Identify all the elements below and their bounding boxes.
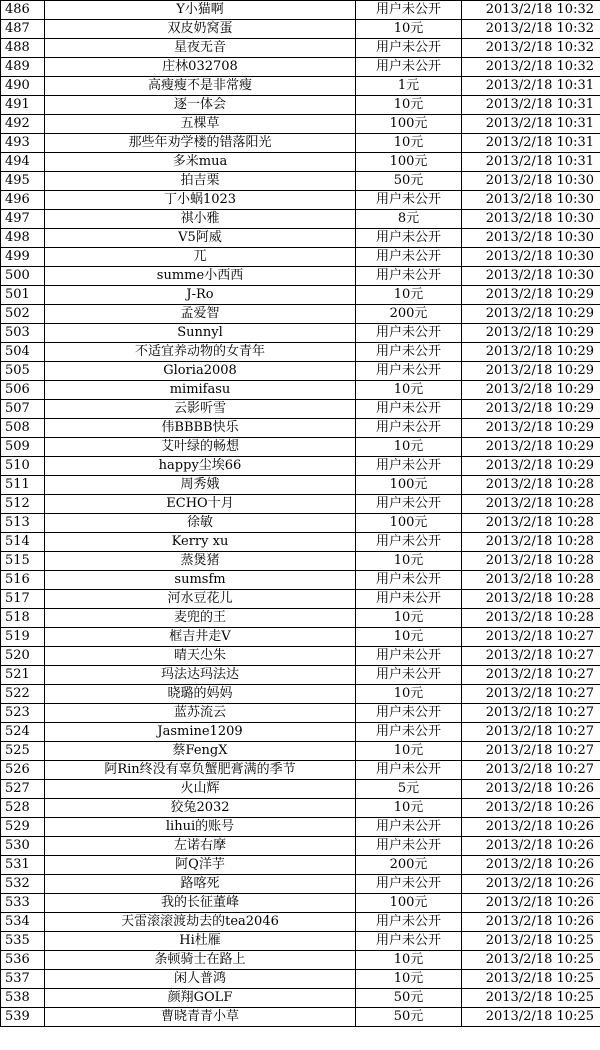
table-row [1,628,600,647]
donor-name: Kerry xu [45,533,356,552]
donor-name: 晓璐的妈妈 [45,685,356,704]
donation-amount: 用户未公开 [356,495,462,514]
donation-time: 2013/2/18 10:27 [462,723,600,742]
row-number: 500 [1,267,45,286]
donation-amount: 用户未公开 [356,39,462,58]
table-row [1,58,600,77]
donation-amount: 用户未公开 [356,647,462,666]
donor-name: J-Ro [45,286,356,305]
donor-name: 祺小雅 [45,210,356,229]
donation-amount: 5元 [356,780,462,799]
donation-time: 2013/2/18 10:30 [462,267,600,286]
row-number: 510 [1,457,45,476]
donor-name: 庄林032708 [45,58,356,77]
donation-time: 2013/2/18 10:28 [462,609,600,628]
donation-time: 2013/2/18 10:25 [462,932,600,951]
table-row [1,951,600,970]
donation-amount: 10元 [356,96,462,115]
row-number: 503 [1,324,45,343]
donation-time: 2013/2/18 10:32 [462,20,600,39]
row-number: 491 [1,96,45,115]
table-row [1,875,600,894]
donation-time: 2013/2/18 10:29 [462,343,600,362]
table-row [1,894,600,913]
donation-amount: 用户未公开 [356,837,462,856]
table-row [1,970,600,989]
donation-amount: 1元 [356,77,462,96]
donor-name: 云影听雪 [45,400,356,419]
donation-amount: 50元 [356,989,462,1008]
row-number: 516 [1,571,45,590]
donation-time: 2013/2/18 10:29 [462,381,600,400]
donor-name: 火山辉 [45,780,356,799]
row-number: 515 [1,552,45,571]
row-number: 495 [1,172,45,191]
donation-amount: 100元 [356,514,462,533]
donation-amount: 用户未公开 [356,324,462,343]
donor-name: Y小猫啊 [45,1,356,20]
row-number: 523 [1,704,45,723]
donation-amount: 8元 [356,210,462,229]
donor-name: Jasmine1209 [45,723,356,742]
donor-name: 徐敏 [45,514,356,533]
donation-amount: 用户未公开 [356,913,462,932]
table-row [1,856,600,875]
table-row [1,362,600,381]
table-row [1,913,600,932]
donation-amount: 用户未公开 [356,229,462,248]
donor-name: 颜翔GOLF [45,989,356,1008]
donation-time: 2013/2/18 10:30 [462,229,600,248]
donation-time: 2013/2/18 10:27 [462,761,600,780]
donation-time: 2013/2/18 10:26 [462,894,600,913]
table-row [1,799,600,818]
donation-amount: 50元 [356,1008,462,1027]
donor-name: mimifasu [45,381,356,400]
donation-time: 2013/2/18 10:29 [462,286,600,305]
donation-time: 2013/2/18 10:28 [462,476,600,495]
donation-time: 2013/2/18 10:28 [462,495,600,514]
row-number: 489 [1,58,45,77]
table-row [1,666,600,685]
donation-time: 2013/2/18 10:31 [462,77,600,96]
donor-name: 周秀娥 [45,476,356,495]
donation-amount: 200元 [356,305,462,324]
row-number: 498 [1,229,45,248]
donation-amount: 用户未公开 [356,723,462,742]
donation-time: 2013/2/18 10:26 [462,818,600,837]
table-row [1,96,600,115]
donation-time: 2013/2/18 10:28 [462,571,600,590]
donation-amount: 用户未公开 [356,704,462,723]
donation-amount: 用户未公开 [356,590,462,609]
donation-time: 2013/2/18 10:26 [462,780,600,799]
table-row [1,932,600,951]
donation-time: 2013/2/18 10:29 [462,457,600,476]
table-row [1,39,600,58]
table-row [1,229,600,248]
donation-time: 2013/2/18 10:26 [462,913,600,932]
table-row [1,647,600,666]
row-number: 532 [1,875,45,894]
row-number: 514 [1,533,45,552]
row-number: 508 [1,419,45,438]
table-row [1,381,600,400]
donor-name: 五棵草 [45,115,356,134]
table-row [1,343,600,362]
donor-name: 兀 [45,248,356,267]
table-row [1,115,600,134]
donation-amount: 用户未公开 [356,1,462,20]
donation-time: 2013/2/18 10:31 [462,153,600,172]
donor-name: 天雷滚滚渡劫去的tea2046 [45,913,356,932]
donation-amount: 10元 [356,628,462,647]
donor-name: 双皮奶窝蛋 [45,20,356,39]
row-number: 487 [1,20,45,39]
table-row [1,457,600,476]
row-number: 511 [1,476,45,495]
donation-time: 2013/2/18 10:28 [462,533,600,552]
donation-time: 2013/2/18 10:31 [462,96,600,115]
table-row [1,723,600,742]
row-number: 512 [1,495,45,514]
donor-name: 阿Rin终没有辜负蟹肥膏满的季节 [45,761,356,780]
row-number: 488 [1,39,45,58]
row-number: 534 [1,913,45,932]
donor-name: 蒸煲猪 [45,552,356,571]
donor-name: 蓝苏流云 [45,704,356,723]
donor-name: 晴天尐朱 [45,647,356,666]
row-number: 527 [1,780,45,799]
row-number: 486 [1,1,45,20]
donor-name: 孟爱智 [45,305,356,324]
table-row [1,210,600,229]
donation-time: 2013/2/18 10:25 [462,1008,600,1027]
table-row [1,419,600,438]
donation-amount: 用户未公开 [356,875,462,894]
table-row [1,400,600,419]
row-number: 497 [1,210,45,229]
donation-time: 2013/2/18 10:30 [462,210,600,229]
table-row [1,1,600,20]
row-number: 530 [1,837,45,856]
donor-name: 麦兜的王 [45,609,356,628]
row-number: 537 [1,970,45,989]
table-row [1,818,600,837]
donation-time: 2013/2/18 10:32 [462,39,600,58]
donation-amount: 10元 [356,552,462,571]
row-number: 494 [1,153,45,172]
donation-amount: 10元 [356,799,462,818]
donation-time: 2013/2/18 10:25 [462,951,600,970]
table-row [1,571,600,590]
donation-time: 2013/2/18 10:29 [462,362,600,381]
donation-time: 2013/2/18 10:28 [462,552,600,571]
table-row [1,685,600,704]
donation-time: 2013/2/18 10:26 [462,837,600,856]
donation-amount: 用户未公开 [356,666,462,685]
donation-time: 2013/2/18 10:27 [462,628,600,647]
donation-amount: 10元 [356,951,462,970]
donation-amount: 10元 [356,742,462,761]
donation-amount: 用户未公开 [356,533,462,552]
row-number: 539 [1,1008,45,1027]
donor-name: lihui的账号 [45,818,356,837]
table-row [1,77,600,96]
row-number: 490 [1,77,45,96]
donation-amount: 用户未公开 [356,761,462,780]
table-row [1,476,600,495]
donation-time: 2013/2/18 10:29 [462,305,600,324]
table-row [1,1008,600,1027]
table-row [1,590,600,609]
donation-amount: 100元 [356,476,462,495]
donor-name: 玛法达玛法达 [45,666,356,685]
row-number: 529 [1,818,45,837]
donor-name: 蔡FengX [45,742,356,761]
row-number: 535 [1,932,45,951]
donation-time: 2013/2/18 10:29 [462,400,600,419]
table-row [1,837,600,856]
donation-time: 2013/2/18 10:30 [462,172,600,191]
donation-time: 2013/2/18 10:27 [462,704,600,723]
donation-time: 2013/2/18 10:30 [462,191,600,210]
row-number: 501 [1,286,45,305]
donor-name: ECHO十月 [45,495,356,514]
row-number: 520 [1,647,45,666]
donor-name: 星夜无音 [45,39,356,58]
donation-amount: 10元 [356,286,462,305]
donation-time: 2013/2/18 10:29 [462,419,600,438]
donation-time: 2013/2/18 10:27 [462,742,600,761]
donation-amount: 用户未公开 [356,400,462,419]
row-number: 525 [1,742,45,761]
donation-time: 2013/2/18 10:26 [462,856,600,875]
row-number: 521 [1,666,45,685]
donor-name: sumsfm [45,571,356,590]
donor-name: 条顿骑士在路上 [45,951,356,970]
donation-time: 2013/2/18 10:32 [462,58,600,77]
donation-time: 2013/2/18 10:28 [462,514,600,533]
donation-amount: 用户未公开 [356,932,462,951]
donation-amount: 10元 [356,438,462,457]
row-number: 522 [1,685,45,704]
table-row [1,172,600,191]
donor-name: 不适宜养动物的女青年 [45,343,356,362]
donation-time: 2013/2/18 10:29 [462,324,600,343]
donation-amount: 100元 [356,153,462,172]
donor-name: 多米mua [45,153,356,172]
row-number: 528 [1,799,45,818]
donation-time: 2013/2/18 10:29 [462,438,600,457]
donor-name: 那些年劝学楼的错落阳光 [45,134,356,153]
table-row [1,552,600,571]
donation-amount: 10元 [356,381,462,400]
table-row [1,761,600,780]
donation-amount: 用户未公开 [356,343,462,362]
donor-name: 狡兔2032 [45,799,356,818]
donor-name: 路喀死 [45,875,356,894]
row-number: 519 [1,628,45,647]
table-row [1,134,600,153]
row-number: 496 [1,191,45,210]
donor-name: happy尘埃66 [45,457,356,476]
donation-amount: 100元 [356,115,462,134]
donation-amount: 10元 [356,20,462,39]
donation-amount: 10元 [356,970,462,989]
donor-name: 逐一体会 [45,96,356,115]
row-number: 504 [1,343,45,362]
donor-name: 曹晓青青小草 [45,1008,356,1027]
donation-amount: 用户未公开 [356,191,462,210]
donation-time: 2013/2/18 10:32 [462,1,600,20]
donor-name: Hi杜雁 [45,932,356,951]
donor-name: 河水豆花儿 [45,590,356,609]
donation-time: 2013/2/18 10:26 [462,875,600,894]
donation-time: 2013/2/18 10:27 [462,647,600,666]
donor-name: 丁小蜗1023 [45,191,356,210]
donation-time: 2013/2/18 10:31 [462,134,600,153]
row-number: 493 [1,134,45,153]
donation-amount: 200元 [356,856,462,875]
table-row [1,153,600,172]
donor-name: 我的长征董峰 [45,894,356,913]
donor-name: 阿Q洋芋 [45,856,356,875]
donor-name: 闲人普鸿 [45,970,356,989]
donation-amount: 10元 [356,134,462,153]
donor-name: V5阿威 [45,229,356,248]
row-number: 518 [1,609,45,628]
table-row [1,704,600,723]
row-number: 507 [1,400,45,419]
row-number: 505 [1,362,45,381]
table-row [1,20,600,39]
table-row [1,248,600,267]
row-number: 517 [1,590,45,609]
donation-time: 2013/2/18 10:25 [462,989,600,1008]
donor-name: 拍吉栗 [45,172,356,191]
donation-time: 2013/2/18 10:27 [462,666,600,685]
table-row [1,191,600,210]
table-row [1,742,600,761]
donation-amount: 用户未公开 [356,571,462,590]
donor-name: 伟BBBB快乐 [45,419,356,438]
donation-amount: 用户未公开 [356,248,462,267]
donation-time: 2013/2/18 10:31 [462,115,600,134]
donation-amount: 用户未公开 [356,58,462,77]
row-number: 506 [1,381,45,400]
row-number: 526 [1,761,45,780]
donor-name: 高瘦瘦不是非常瘦 [45,77,356,96]
donation-amount: 用户未公开 [356,362,462,381]
row-number: 524 [1,723,45,742]
table-row [1,286,600,305]
donation-time: 2013/2/18 10:26 [462,799,600,818]
row-number: 499 [1,248,45,267]
donation-amount: 50元 [356,172,462,191]
table-row [1,495,600,514]
donation-time: 2013/2/18 10:25 [462,970,600,989]
donor-name: 艾叶绿的畅想 [45,438,356,457]
donation-amount: 用户未公开 [356,267,462,286]
table-row [1,533,600,552]
row-number: 536 [1,951,45,970]
table-row [1,438,600,457]
table-body [1,1,600,1027]
table-row [1,609,600,628]
donation-amount: 用户未公开 [356,818,462,837]
row-number: 533 [1,894,45,913]
donor-name: summe小西西 [45,267,356,286]
table-row [1,305,600,324]
donor-name: 左诺右摩 [45,837,356,856]
donation-amount: 10元 [356,609,462,628]
donation-time: 2013/2/18 10:28 [462,590,600,609]
row-number: 513 [1,514,45,533]
row-number: 509 [1,438,45,457]
table-row [1,267,600,286]
row-number: 531 [1,856,45,875]
table-row [1,780,600,799]
donation-time: 2013/2/18 10:27 [462,685,600,704]
donor-name: Sunnyl [45,324,356,343]
donation-amount: 10元 [356,685,462,704]
row-number: 502 [1,305,45,324]
donor-name: 框吉井走V [45,628,356,647]
table-row [1,514,600,533]
table-row [1,989,600,1008]
donation-amount: 用户未公开 [356,457,462,476]
table-row [1,324,600,343]
donor-name: Gloria2008 [45,362,356,381]
row-number: 492 [1,115,45,134]
row-number: 538 [1,989,45,1008]
donation-time: 2013/2/18 10:30 [462,248,600,267]
donation-amount: 用户未公开 [356,419,462,438]
donation-amount: 100元 [356,894,462,913]
